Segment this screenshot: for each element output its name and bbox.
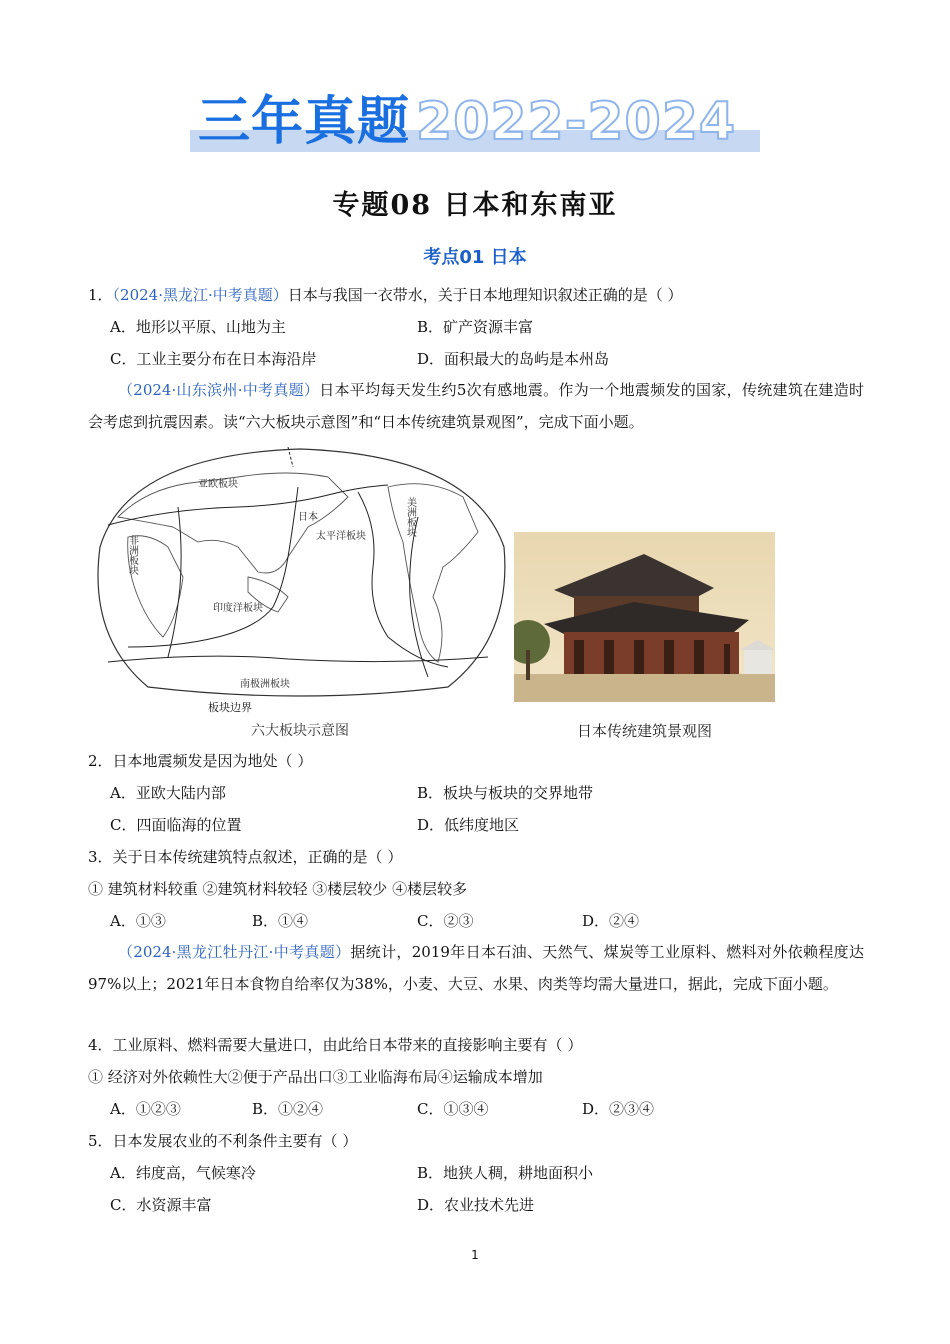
question-3-option-b: B．①④	[252, 912, 309, 930]
banner-years: 2022-2024	[416, 92, 737, 152]
question-3-option-c: C．②③	[417, 912, 474, 930]
question-4-option-c: C．①③④	[417, 1100, 489, 1118]
map-label-indian: 印度洋板块	[213, 603, 263, 614]
passage-2	[88, 936, 864, 1000]
question-2-option-b: B．板块与板块的交界地带	[417, 784, 594, 802]
question-3-statements: ① 建筑材料较重 ②建筑材料较轻 ③楼层较少 ④楼层较多	[88, 880, 468, 898]
japanese-architecture-photo	[514, 532, 775, 702]
question-1-option-a: A．地形以平原、山地为主	[110, 318, 286, 336]
question-3-stem: 3．关于日本传统建筑特点叙述，正确的是（ ）	[88, 848, 403, 866]
question-5-option-c: C．水资源丰富	[110, 1196, 212, 1214]
section-title: 考点01 日本	[423, 247, 527, 268]
question-5-option-a: A．纬度高，气候寒冷	[110, 1164, 256, 1182]
question-5-option-d: D．农业技术先进	[417, 1196, 535, 1214]
question-4-option-d: D．②③④	[582, 1100, 655, 1118]
question-3-option-a: A．①③	[110, 912, 166, 930]
map-label-japan: 日本	[298, 512, 318, 523]
map-label-africa: 非洲板块	[126, 535, 138, 575]
question-4-option-b: B．①②④	[252, 1100, 324, 1118]
map-caption: 六大板块示意图	[251, 723, 349, 739]
question-2-option-c: C．四面临海的位置	[110, 816, 242, 834]
question-1-source: （2024·黑龙江·中考真题）	[112, 286, 288, 304]
photo-caption: 日本传统建筑景观图	[576, 722, 712, 740]
page-number: 1	[471, 1248, 479, 1262]
question-4-option-a: A．①②③	[110, 1100, 181, 1118]
plate-map	[88, 447, 512, 714]
question-1-text: 日本与我国一衣带水，关于日本地理知识叙述正确的是（ ）	[287, 286, 683, 304]
question-2-option-a: A．亚欧大陆内部	[110, 784, 226, 802]
question-1-option-b: B．矿产资源丰富	[417, 318, 534, 336]
question-1-option-c: C．工业主要分布在日本海沿岸	[110, 350, 317, 368]
passage-2-text: 据统计，2019年日本石油、天然气、煤炭等工业原料、燃料对外依赖程度达97%以上；2021年日本食物自给率仅为38%，小麦、大豆、水果、肉类等均需大量进口，据此，完成下面小题。	[88, 943, 864, 993]
question-2-stem: 2．日本地震频发是因为地处（ ）	[88, 752, 313, 770]
document-title: 专题08 日本和东南亚	[332, 190, 618, 221]
question-1-number: 1．	[88, 286, 113, 304]
map-label-pacific: 太平洋板块	[316, 531, 366, 542]
question-5-stem: 5．日本发展农业的不利条件主要有（ ）	[88, 1132, 358, 1150]
question-2-option-d: D．低纬度地区	[417, 816, 520, 834]
passage-1-source: （2024·山东滨州·中考真题）	[118, 381, 320, 399]
question-1-option-d: D．面积最大的岛屿是本州岛	[417, 350, 610, 368]
plate-map-figure	[88, 447, 512, 700]
map-label-antarctic: 南极洲板块	[240, 679, 290, 690]
question-3-option-d: D．②④	[582, 912, 640, 930]
question-4-statements: ① 经济对外依赖性大②便于产品出口③工业临海布局④运输成本增加	[88, 1068, 543, 1086]
map-label-eurasia: 亚欧板块	[198, 479, 238, 490]
question-5-option-b: B．地狭人稠，耕地面积小	[417, 1164, 594, 1182]
passage-2-source: （2024·黑龙江牡丹江·中考真题）	[118, 943, 351, 961]
temple-illustration	[514, 532, 775, 702]
header-banner	[190, 90, 760, 154]
map-label-america-top: 美洲板块	[404, 497, 416, 537]
banner-text	[198, 90, 736, 154]
banner-main-text: 三年真题	[198, 92, 411, 152]
map-legend-label: 板块边界	[208, 701, 252, 714]
question-1-stem	[88, 284, 683, 306]
passage-1-text: 日本平均每天发生约5次有感地震。作为一个地震频发的国家，传统建筑在建造时会考虑到抗震因素。读“六大板块示意图”和“日本传统建筑景观图”，完成下面小题。	[88, 381, 864, 431]
question-4-stem: 4．工业原料、燃料需要大量进口，由此给日本带来的直接影响主要有（ ）	[88, 1036, 583, 1054]
passage-1	[88, 374, 864, 438]
